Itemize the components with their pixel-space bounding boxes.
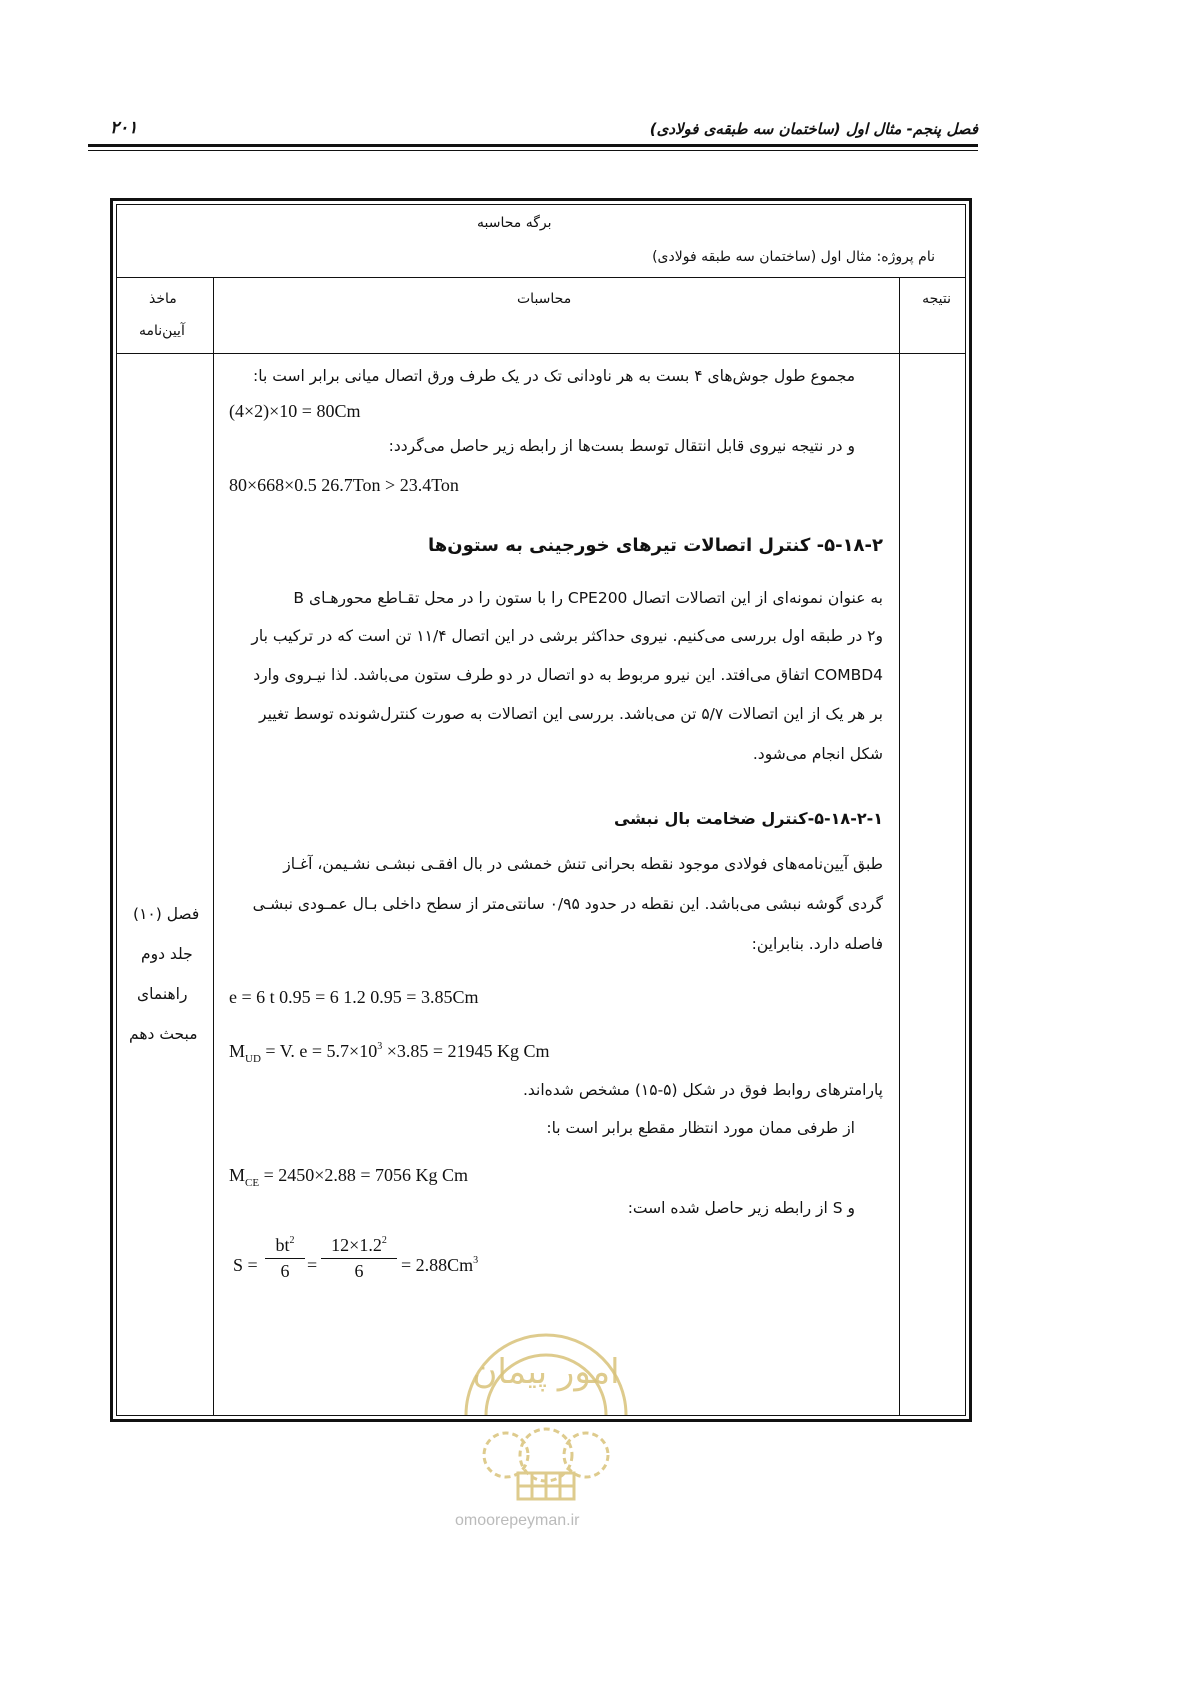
header-rule-thick xyxy=(88,144,978,147)
publisher-seal-watermark xyxy=(446,1305,646,1505)
eq5-rest: = 2450×2.88 = 7056 Kg Cm xyxy=(259,1165,469,1185)
eq4-lhs: M xyxy=(229,1041,246,1061)
paragraph-2-line-1: طبق آیین‌نامه‌های فولادی موجود نقطه بحرانی تنش خمشی در بال افقـی نبشـی نشـیمن، آغـاز xyxy=(283,855,883,873)
equation-force-transfer: 80×668×0.5 26.7Ton > 23.4Ton xyxy=(229,475,459,495)
paragraph-parameters: پارامترهای روابط فوق در شکل (۵-۱۵) مشخص شده‌اند. xyxy=(522,1081,883,1099)
header-rule-thin xyxy=(88,150,978,151)
seal-text: امور پیمان xyxy=(472,1352,620,1392)
result-column-header: نتیجه xyxy=(922,291,951,307)
eq6-num1-sup: 2 xyxy=(289,1235,295,1246)
eq6-den2: 6 xyxy=(354,1261,364,1281)
eq5-subscript: CE xyxy=(245,1177,260,1189)
paragraph-1-line-4: بر هر یک از این اتصالات ۵/۷ تن می‌باشد. بررسی این اتصالات به صورت کنترل‌شونده توسط تغییر xyxy=(259,705,883,723)
eq6-num2-sup: 2 xyxy=(381,1235,387,1246)
eq4-part-a: = V. e = 5.7×10 xyxy=(260,1041,378,1061)
result-column-divider xyxy=(899,277,900,1415)
eq5-lhs: M xyxy=(229,1165,246,1185)
eq6-fraction-1 xyxy=(265,1235,305,1282)
eq6-result-value: = 2.88Cm xyxy=(401,1255,474,1275)
page-number: ۲۰۱ xyxy=(110,118,138,138)
header-divider xyxy=(117,277,965,278)
eq6-result xyxy=(401,1255,478,1276)
paragraph-1-line-5: شکل انجام می‌شود. xyxy=(752,745,883,763)
eq6-num2: 12×1.2 xyxy=(331,1235,382,1255)
paragraph-1-line-3: COMBD4 اتفاق می‌افتد. این نیرو مربوط به دو اتصال در دو طرف ستون می‌باشد. لذا نیـروی وارد xyxy=(253,666,883,684)
eq4-part-b: ×3.85 = 21945 Kg Cm xyxy=(382,1041,550,1061)
section-heading-connections: ۵-۱۸-۲- کنترل اتصالات تیرهای خورجینی به ستون‌ها xyxy=(427,535,883,556)
paragraph-2-line-2: گردی گوشه نبشی می‌باشد. این نقطه در حدود ۰/۹۵ سانتی‌متر از سطح داخلی بـال عمـودی نبشـی xyxy=(252,895,883,913)
eq6-fraction-1-bar xyxy=(265,1258,305,1259)
calc-column-header: محاسبات xyxy=(517,291,572,307)
project-name: نام پروژه: مثال اول (ساختمان سه طبقه فولادی) xyxy=(652,249,935,265)
eq6-result-sup: 3 xyxy=(473,1255,479,1266)
source-column-divider xyxy=(213,277,214,1415)
eq6-den1: 6 xyxy=(280,1261,290,1281)
paragraph-expected-moment: از طرفی ممان مورد انتظار مقطع برابر است با: xyxy=(546,1119,855,1137)
paragraph-1-line-1: به عنوان نمونه‌ای از این اتصالات اتصال CPE200 را با ستون را در محل تقـاطع محورهـای B xyxy=(293,589,883,607)
column-header-divider xyxy=(117,353,965,354)
eq4-subscript: UD xyxy=(245,1053,261,1065)
equation-moment-ce xyxy=(229,1165,469,1189)
paragraph-weld-length: مجموع طول جوش‌های ۴ بست به هر ناودانی تک در یک طرف ورق اتصال میانی برابر است با: xyxy=(253,367,855,385)
paragraph-1-line-2: و۲ در طبقه اول بررسی می‌کنیم. نیروی حداکثر برشی در این اتصال ۱۱/۴ تن است که در ترکیب بار xyxy=(251,627,883,645)
calculation-sheet xyxy=(110,198,972,1422)
sheet-inner-frame xyxy=(116,204,966,1416)
equation-moment-ud xyxy=(229,1041,550,1065)
eq6-num1: bt xyxy=(275,1235,290,1255)
subsection-heading-flange: ۵-۱۸-۲-۱-کنترل ضخامت بال نبشی xyxy=(613,809,883,828)
source-ref-line-1: فصل (۱۰) xyxy=(133,905,200,923)
equation-eccentricity: e = 6 t 0.95 = 6 1.2 0.95 = 3.85Cm xyxy=(229,987,479,1007)
source-ref-line-2: جلد دوم xyxy=(141,945,193,963)
source-column-header-2: آیین‌نامه xyxy=(139,323,185,339)
eq6-fraction-2 xyxy=(321,1235,397,1282)
paragraph-force-transfer: و در نتیجه نیروی قابل انتقال توسط بست‌ها از رابطه زیر حاصل می‌گردد: xyxy=(388,437,855,455)
eq6-equals: = xyxy=(307,1255,318,1275)
chapter-title: فصل پنجم- مثال اول (ساختمان سه طبقه‌ی فولادی) xyxy=(649,120,978,138)
eq6-fraction-2-bar xyxy=(321,1258,397,1259)
paragraph-2-line-3: فاصله دارد. بنابراین: xyxy=(751,935,883,953)
source-ref-line-4: مبحث دهم xyxy=(129,1025,198,1043)
publisher-website: omoorepeyman.ir xyxy=(455,1512,580,1529)
source-column-header-1: ماخذ xyxy=(149,291,177,307)
equation-weld-length: (4×2)×10 = 80Cm xyxy=(229,401,361,421)
source-ref-line-3: راهنمای xyxy=(137,985,188,1003)
sheet-title: برگه محاسبه xyxy=(477,215,552,231)
eq4-superscript: 3 xyxy=(377,1041,383,1052)
eq6-s-label: S = xyxy=(233,1255,258,1275)
paragraph-section-modulus: و S از رابطه زیر حاصل شده است: xyxy=(627,1199,855,1217)
page-header xyxy=(88,112,978,152)
